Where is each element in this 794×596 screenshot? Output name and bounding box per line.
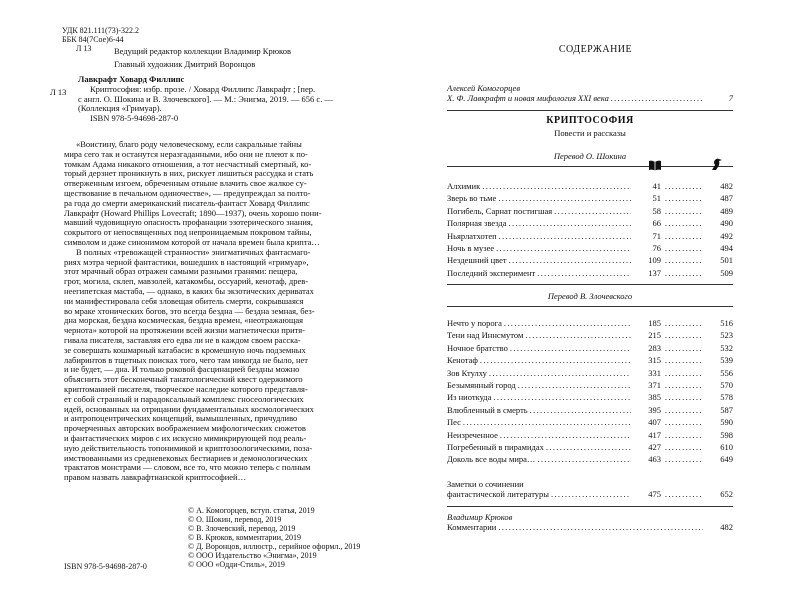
toc-page-comment: 509 [720,267,733,278]
toc-entry [447,319,733,329]
annotation-line: ра года до смерти американский писатель-фантаст Ховард Филлипс [64,197,310,208]
udk-code: УДК 821.111(73)-322.2 [62,26,140,35]
annotation-line: мавший чудовищную опасность профанации эзотерического знания, [64,217,313,228]
toc-group-zlochevsky [447,319,733,468]
toc-page-original: 58 [652,205,661,216]
toc-page-original: 417 [648,429,661,440]
notes-line-1: Заметки о сочинении [447,479,524,489]
annotation-line: сокрытого от непосвященных под непроницаемым покровом тайны, [64,227,312,238]
toc-page-original: 371 [648,379,661,390]
toc-page-comment: 539 [720,355,733,366]
toc-page-original: 109 [648,255,661,266]
annotation-line: ни манифестировала себя зловещая обитель смерти, сокрывшаяся [64,295,304,306]
commentary-title: Комментарии [447,521,497,532]
isbn-bottom: ISBN 978-5-94698-287-0 [64,562,147,571]
toc-entry-title: Пес [447,417,461,428]
toc-page-original: 331 [648,367,661,378]
translator-1: Перевод О. Шокина [553,151,627,161]
commentary-row [447,523,733,533]
bib-isbn: ISBN 978-5-94698-287-0 [90,113,179,124]
toc-entry [447,194,733,204]
notes-page-b: 652 [720,488,733,499]
toc-page-comment: 532 [720,342,733,353]
toc-entry-title: Зверь во тьме [447,193,497,204]
editor-line: Ведущий редактор коллекции Владимир Крюков [114,46,292,56]
toc-entry-title: Тени над Иннсмутом [447,330,524,341]
annotation-line: отверженным изгоем, обреченным отныне влачить свое жалкое су- [64,178,307,189]
toc-entry-title: Погибель, Сарнат постигшая [447,205,553,216]
annotation-line: риях мэтра черной фантастики, вошедших в настоящий «гримуар», [64,256,309,267]
toc-entry [447,331,733,341]
toc-entry-title: Погребенный в пирамидах [447,441,544,452]
intro-title: Х. Ф. Лавкрафт и новая мифология XXI века [447,92,609,103]
commentary-author: Владимир Крюков [447,512,513,522]
divider [447,506,733,507]
copyright-line: © ООО «Одди-Стиль», 2019 [188,560,285,569]
copyright-line: © Д. Воронцов, иллюстр., серийное оформл., 2019 [188,542,361,551]
section-subtitle: Повести и рассказы [554,128,626,138]
annotation-line: криптоманией писателя, творческое наследие которого представля- [64,383,308,394]
annotation-line: лабиринтов в тщетных поисках того, чего там никогда не было, нет [64,354,309,365]
toc-entry [447,344,733,354]
annotation-line: и не будет, — дна. И только роковой фасцинацией бездны можно [64,364,300,375]
intro-author: Алексей Комогорцев [447,83,521,93]
annotation-line: прочерченных авторских воображением мифологических сюжетов [64,423,306,434]
bib-line-1: Криптософия: избр. прозе. / Ховард Филлипс Лавкрафт ; [пер. [90,83,316,94]
toc-page-comment: 516 [720,318,733,328]
toc-entry [447,431,733,441]
toc-entry-title: Нездешний цвет [447,255,507,266]
toc-page-original: 385 [648,392,661,403]
toc-entry [447,443,733,453]
copyright-line: © О. Шокин, перевод, 2019 [188,515,282,524]
annotation-text [64,140,346,483]
annotation-line: чернота» которой на протяжении всей жизни магнетически притя- [64,325,305,336]
toc-entry-title: Кенотаф [447,355,478,366]
toc-entry [447,182,733,192]
bbk-code: ББК 84(7Сое)6-44 [62,35,124,44]
toc-entry [447,418,733,428]
commentary-page: 482 [720,521,733,532]
annotation-line: В полных «тревожащей странности» энигматичных фантасмаго- [76,246,311,257]
toc-page-comment: 490 [720,218,733,229]
toc-page-original: 215 [648,330,661,341]
divider [447,166,733,167]
toc-entry [447,381,733,391]
toc-entry [447,256,733,266]
annotation-line: символом и даже синонимом которой от начала времен была крипта… [64,236,320,247]
bib-code: Л 13 [50,87,67,97]
toc-page-comment: 610 [720,441,733,452]
toc-page-comment: 587 [720,404,733,415]
toc-page-comment: 590 [720,417,733,428]
toc-page-comment: 487 [720,193,733,204]
toc-page-comment: 492 [720,230,733,241]
contents-title: СОДЕРЖАНИЕ [558,44,633,55]
toc-entry-title: Безымянный город [447,379,516,390]
annotation-line: этот мрачный образ отражен самыми разными гранями: пещера, [64,266,298,277]
bib-record [78,75,350,124]
section-title: КРИПТОСОФИЯ [546,115,634,126]
annotation-line: ществование в печальном одиночестве», — предупреждал за полто- [64,187,311,198]
copyright-line: © В. Крюков, комментарии, 2019 [188,533,301,542]
notes-page-a: 475 [648,488,661,499]
toc-page-original: 407 [648,417,661,428]
toc-page-comment: 578 [720,392,733,403]
divider [447,284,733,285]
copyright-line: © ООО Издательство «Энигма», 2019 [188,551,317,560]
toc-page-original: 137 [648,267,661,278]
toc-page-comment: 649 [720,454,733,465]
annotation-line: неегипетская мастаба, — однако, в каких бы экзотических дериватах [64,285,314,296]
toc-entry [447,219,733,229]
toc-page-original: 66 [652,218,661,229]
annotation-line: торый дерзнет проникнуть в них, рискует лишиться рассудка и стать [64,168,314,179]
bib-author: Лавкрафт Ховард Филлипс [78,74,185,84]
toc-page-comment: 482 [720,181,733,191]
raven-icon [710,157,723,176]
annotation-line: грот, могила, склеп, мавзолей, катакомбы, оссуарий, кенотаф, древ- [64,276,309,287]
annotation-line: имствованными из средневековых бестиариев и демонологических [64,452,308,463]
toc-page-comment: 489 [720,205,733,216]
toc-entry-title: Влюбленный в смерть [447,404,528,415]
toc-entry-title: Нечто у порога [447,318,502,328]
toc-entry [447,207,733,217]
toc-entry [447,232,733,242]
bib-line-3: (Коллекция «Гримуар). [78,103,162,114]
toc-entry-title: Зов Ктулху [447,367,487,378]
annotation-line: объяснить этот бесконечный танатологический квест одержимого [64,374,303,385]
annotation-line: и фантастических миров с их искусно мимикрирующей под реаль- [64,432,307,443]
toc-entry-title: Последний эксперимент [447,267,536,278]
toc-page-original: 185 [648,318,661,328]
toc-page-original: 51 [652,193,661,204]
author-mark-code: Л 13 [76,44,92,53]
annotation-line: ет собой странный и парадоксальный комплекс гносеологических [64,393,304,404]
toc-page-original: 283 [648,342,661,353]
toc-page-comment: 523 [720,330,733,341]
toc-entry [447,244,733,254]
annotation-line: трактатов монстрами — словом, все то, что можно теперь с полным [64,462,311,473]
notes-row [447,490,733,500]
toc-entry-title: Ночь в музее [447,242,495,253]
divider [447,306,733,307]
divider [447,110,733,111]
copyright-block [188,506,361,569]
annotation-line: зе совершать кошмарный катабасис в кромешную ночь подземных [64,344,306,355]
toc-page-comment: 501 [720,255,733,266]
toc-group-shokin [447,182,733,281]
toc-entry-title: Ночное братство [447,342,508,353]
intro-entry [447,84,733,104]
open-book-icon [648,158,662,176]
toc-entry-title: Алхимик [447,181,481,191]
toc-page-comment: 556 [720,367,733,378]
notes-entry [447,480,733,500]
toc-page-original: 315 [648,355,661,366]
annotation-line: и антропоцентрических концепций, вымышленных, причудливо [64,413,298,424]
toc-entry-title: Неизреченное [447,429,498,440]
annotation-line: мира сего так и останутся неразгаданными, ибо они не плеют к по- [64,148,308,159]
toc-entry [447,393,733,403]
toc-entry-title: Полярная звезда [447,218,507,229]
toc-entry-title: Из ниоткуда [447,392,492,403]
toc-entry [447,356,733,366]
annotation-line: Лавкрафт (Howard Phillips Lovecraft; 1890—1937), очень хорошо пони- [64,207,322,218]
toc-entry [447,269,733,279]
toc-page-comment: 598 [720,429,733,440]
commentary-entry [447,513,733,533]
toc-entry [447,455,733,465]
annotation-line: правом назвать лавкрафтианской криптософией… [64,472,247,483]
toc-entry [447,369,733,379]
toc-page-comment: 494 [720,242,733,253]
copyright-line: © А. Комогорцев, вступ. статья, 2019 [188,506,315,515]
annotation-line: гивала писателя, заставляя его едва ли не в каждом своем расска- [64,334,301,345]
toc-page-original: 463 [648,454,661,465]
toc-page-original: 76 [652,242,661,253]
artist-line: Главный художник Дмитрий Воронцов [114,59,256,69]
notes-line-2: фантастической литературы [447,488,550,499]
toc-page-original: 41 [652,181,661,191]
copyright-line: © В. Злочевский, перевод, 2019 [188,524,296,533]
annotation-line: во мраке хтонических богов, это всегда бездна — бездна земная, без- [64,305,315,316]
intro-page: 7 [728,92,733,103]
annotation-line: дна морская, бездна космическая, бездна времен, «неотражающая [64,315,304,326]
annotation-line: ную действительность топонимикой и криптозоологическими, поза- [64,442,313,453]
toc-entry-title: Ньярлатхотеп [447,230,497,241]
annotation-line: томкам Адама никакого отношения, а тот несчастный смертный, ко- [64,158,312,169]
toc-entry [447,406,733,416]
toc-entry-title: Доколь все воды мира… [447,454,536,465]
annotation-line: идей, основанных на отрицании фундаментальных космологических [64,403,314,414]
bib-line-2: с англ. О. Шокина и В. Злочевского]. — М.: Энигма, 2019. — 656 с. — [78,93,333,104]
toc-page-comment: 570 [720,379,733,390]
toc-page-original: 71 [652,230,661,241]
toc-page-original: 427 [648,441,661,452]
toc-page-original: 395 [648,404,661,415]
annotation-line: «Воистину, благо роду человеческому, если сакральные тайны [76,139,302,149]
intro-row [447,94,733,104]
translator-2: Перевод В. Злочевского [547,291,633,301]
